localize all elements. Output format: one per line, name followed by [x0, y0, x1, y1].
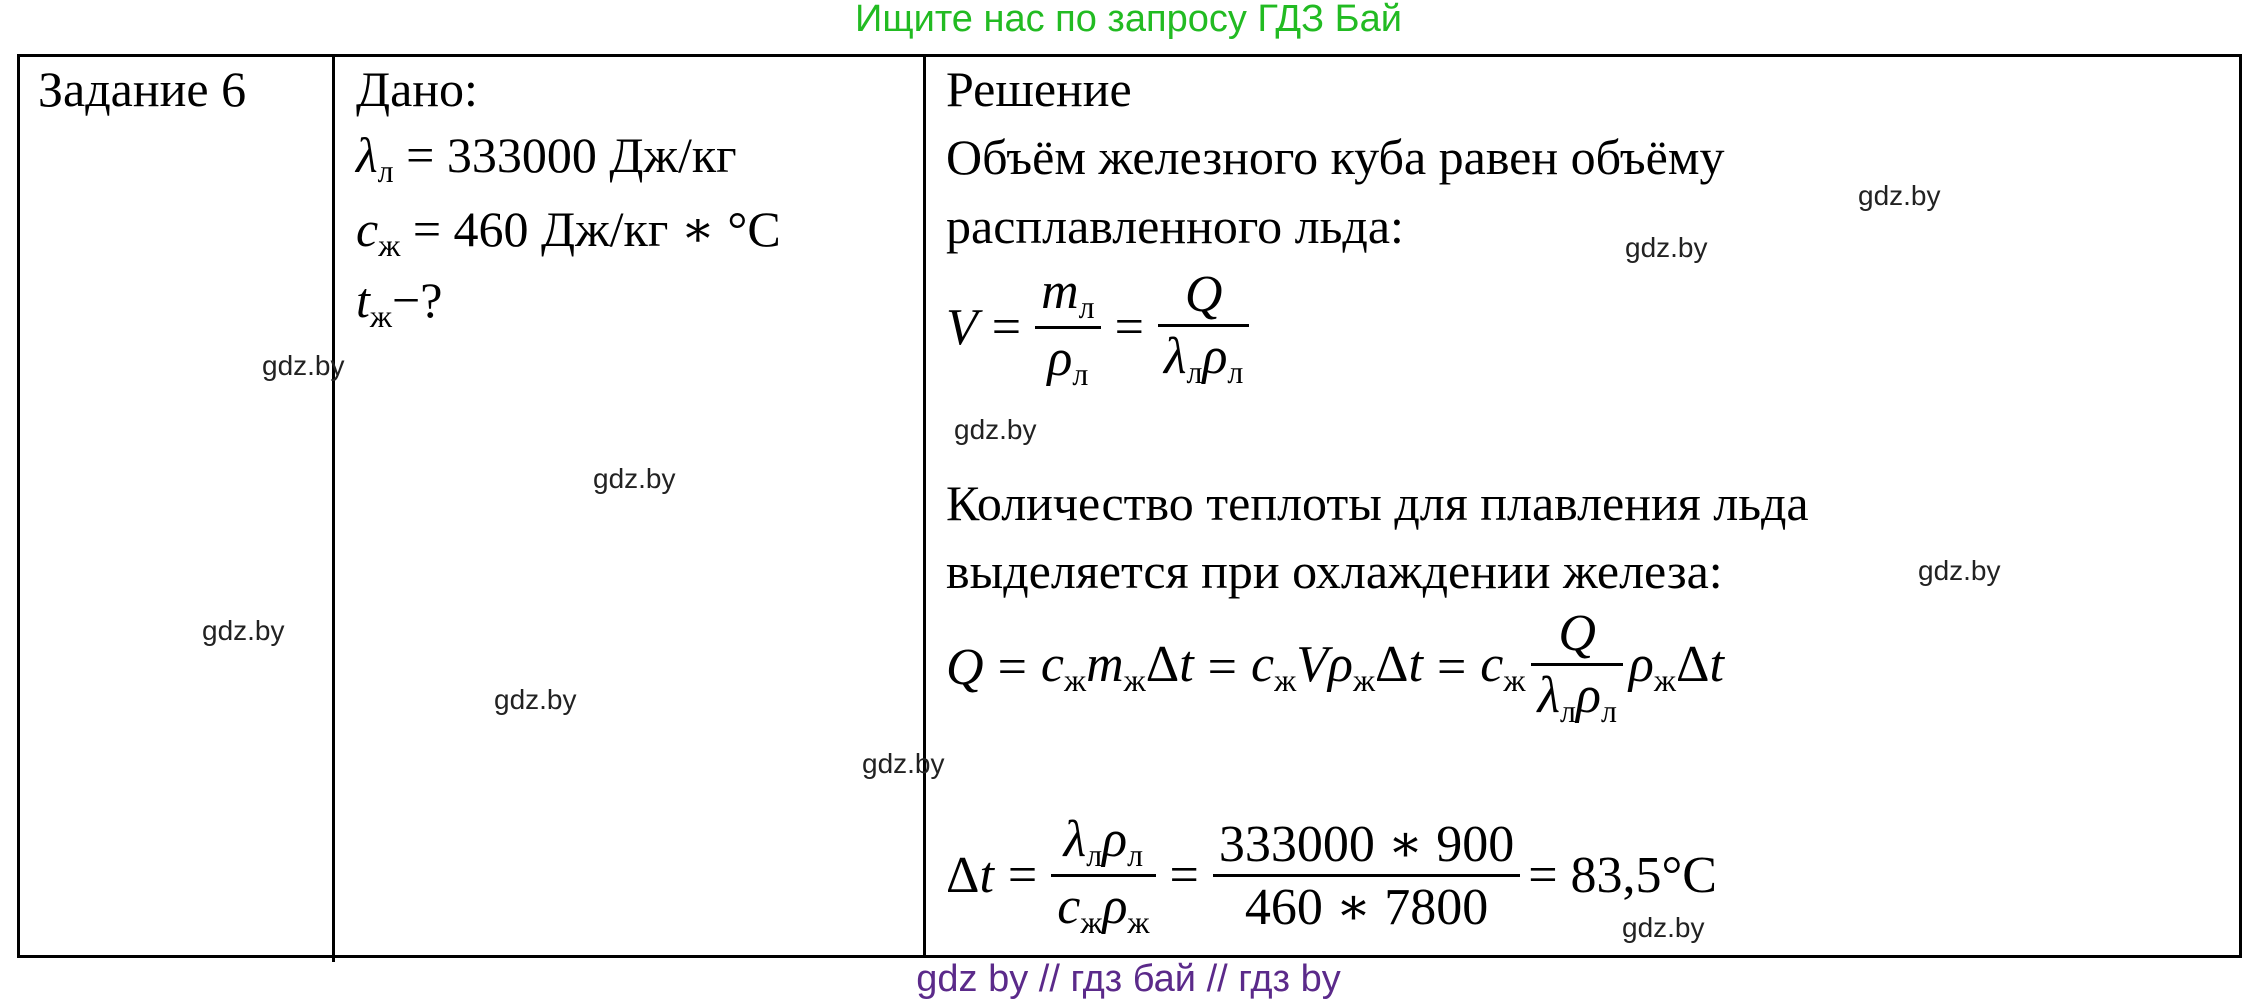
solution-text: выделяется при охлаждении железа: [946, 543, 1723, 599]
volume-formula: V = $\frac{m_л}{\rho_л}$ = $\frac{Q}{\lambda_л\rho_л}$ [946, 262, 1249, 393]
watermark: gdz.by [494, 684, 577, 715]
top-banner: Ищите нас по запросу ГДЗ Бай [855, 0, 1402, 40]
solution-text: Объём железного куба равен объёму [946, 129, 1725, 185]
watermark: gdz.by [1622, 912, 1705, 943]
result-formula: Δt = $\frac{\lambda_л\rho_л}{c_ж\rho_ж}$ = $\frac{333000 ∗ 900}{460 ∗ 7800}$ = 83,5°C [946, 811, 1717, 940]
heat-formula: Q = $c_жm_ж\Delta t$ = $c_жV\rho_ж\Delta t$ = $c_ж$ $\frac{Q}{\lambda_л\rho_л}$ $\rho_ж\Delta t$ [946, 605, 1724, 729]
solution-text: расплавленного льда: [946, 198, 1404, 254]
column-divider [923, 54, 926, 958]
watermark: gdz.by [202, 615, 285, 646]
solution-heading: Решение [946, 61, 1132, 117]
given-line-specific-heat: $c_ж = 460$ Дж/кг ∗ °C [356, 201, 781, 263]
watermark: gdz.by [262, 350, 345, 381]
watermark: gdz.by [1625, 232, 1708, 263]
bottom-banner: gdz by // гдз бай // гдз by [916, 958, 1341, 1000]
watermark: gdz.by [1918, 555, 2001, 586]
watermark: gdz.by [1858, 180, 1941, 211]
watermark: gdz.by [954, 414, 1037, 445]
given-line-unknown: $t_ж-$? [356, 272, 443, 334]
given-heading: Дано: [356, 61, 478, 117]
watermark: gdz.by [862, 748, 945, 779]
solution-text: Количество теплоты для плавления льда [946, 475, 1809, 531]
task-label: Задание 6 [38, 61, 247, 117]
watermark: gdz.by [593, 463, 676, 494]
column-divider [332, 54, 335, 962]
given-line-latent-heat: $\lambda_л = 333000$ Дж/кг [356, 127, 737, 189]
